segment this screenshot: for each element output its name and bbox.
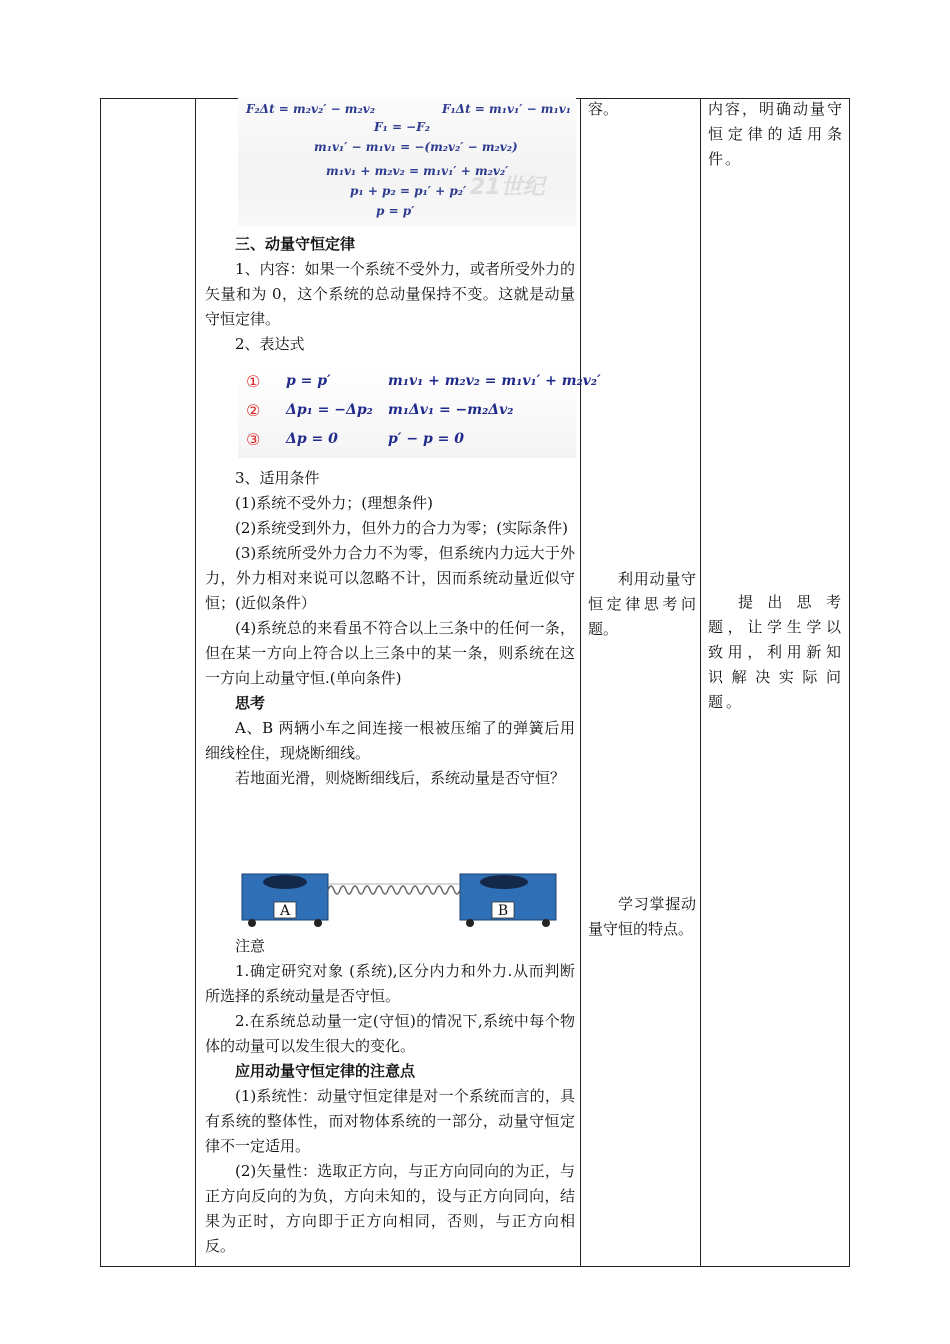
carts-spring-illustration	[240, 870, 560, 930]
wheel	[248, 919, 256, 927]
formula-line: F₁ = −F₂	[374, 120, 431, 134]
table-border-bottom	[100, 1266, 850, 1267]
condition-1: (1)系统不受外力；(理想条件)	[235, 494, 433, 512]
expression-label: 2、表达式	[235, 335, 305, 353]
design-intent-text: 内容，明确动量守恒定律的适用条件。	[708, 100, 845, 168]
expression-a: p = p′	[286, 373, 331, 389]
student-activity-text: 学习掌握动量守恒的特点。	[588, 895, 696, 938]
apply-point-1: (1)系统性：动量守恒定律是对一个系统而言的，具有系统的整体性，而对物体系统的一部分，动量守恒定律不一定适用。	[205, 1087, 575, 1155]
design-intent-top	[708, 97, 844, 172]
formula-line: p = p′	[376, 204, 415, 218]
condition-3: (3)系统所受外力合力不为零，但系统内力远大于外力，外力相对来说可以忽略不计，因而系统动量近似守恒；(近似条件）	[205, 544, 575, 612]
formula-line: m₁v₁ + m₂v₂ = m₁v₁′ + m₂v₂′	[326, 164, 509, 178]
table-divider-3	[700, 98, 701, 1267]
spring	[328, 884, 460, 894]
expression-formula-image	[238, 366, 601, 458]
watermark-logo: 21世纪	[470, 175, 545, 200]
table-divider-2	[580, 98, 581, 1267]
apply-heading: 应用动量守恒定律的注意点	[235, 1062, 416, 1080]
student-activity-top	[588, 97, 696, 122]
number-circle-3: ③	[246, 430, 261, 449]
number-circle-2: ②	[246, 401, 261, 420]
design-intent-text: 提出思考题，让学生学以致用，利用新知识解决实际问题。	[708, 593, 844, 711]
cart-a-hole	[263, 875, 307, 889]
expression-b: p′ − p = 0	[388, 431, 464, 447]
student-activity-mid	[588, 567, 696, 642]
table-border-left	[100, 98, 101, 1267]
student-activity-text: 容。	[588, 100, 619, 118]
section-heading: 三、动量守恒定律	[235, 235, 356, 253]
derivation-formula-image	[238, 98, 576, 226]
conditions-block	[205, 466, 575, 791]
student-activity-low	[588, 892, 696, 942]
table-divider-1	[195, 98, 196, 1267]
think-text-1: A、B 两辆小车之间连接一根被压缩了的弹簧后用细线栓住，现烧断细线。	[205, 719, 575, 762]
wheel	[542, 919, 550, 927]
expression-a: Δp₁ = −Δp₂	[286, 402, 373, 418]
cart-b-label: B	[497, 903, 509, 919]
apply-point-2: (2)矢量性：选取正方向，与正方向同向的为正，与正方向反向的为负，方向未知的，设与正方向同向，结果为正时，方向即于正方向相同，否则，与正方向相反。	[205, 1162, 575, 1255]
condition-4: (4)系统总的来看虽不符合以上三条中的任何一条，但在某一方向上符合以上三条中的某一条，则系统在这一方向上动量守恒.(单向条件)	[205, 619, 575, 687]
wheel	[314, 919, 322, 927]
think-heading: 思考	[235, 694, 266, 712]
expression-a: Δp = 0	[286, 431, 338, 447]
cart-a-label: A	[279, 903, 291, 919]
table-border-right	[849, 98, 850, 1267]
formula-line: F₂Δt = m₂v₂′ − m₂v₂	[246, 102, 375, 116]
wheel	[466, 919, 474, 927]
number-circle-1: ①	[246, 372, 261, 391]
notes-block	[205, 934, 575, 1259]
think-text-2: 若地面光滑，则烧断细线后，系统动量是否守恒？	[235, 769, 566, 787]
formula-line: m₁v₁′ − m₁v₁ = −(m₂v₂′ − m₂v₂)	[314, 140, 518, 154]
formula-line: F₁Δt = m₁v₁′ − m₁v₁	[442, 102, 571, 116]
expression-b: m₁Δv₁ = −m₂Δv₂	[388, 402, 514, 418]
student-activity-text: 利用动量守恒定律思考问题。	[588, 570, 696, 638]
condition-2: (2)系统受到外力，但外力的合力为零；(实际条件)	[235, 519, 568, 537]
note-2: 2.在系统总动量一定(守恒)的情况下,系统中每个物体的动量可以发生很大的变化。	[205, 1012, 575, 1055]
cart-b-hole	[480, 875, 528, 889]
conditions-label: 3、适用条件	[235, 469, 320, 487]
design-intent-mid	[708, 590, 844, 715]
notes-heading: 注意	[235, 937, 266, 955]
expression-b: m₁v₁ + m₂v₂ = m₁v₁′ + m₂v₂′	[388, 373, 601, 389]
formula-line: p₁ + p₂ = p₁′ + p₂′	[350, 184, 467, 198]
section3-block	[205, 232, 575, 357]
content-paragraph: 1、内容：如果一个系统不受外力，或者所受外力的矢量和为 0，这个系统的总动量保持不变。这就是动量守恒定律。	[205, 260, 575, 328]
note-1: 1.确定研究对象 (系统),区分内力和外力.从而判断所选择的系统动量是否守恒。	[205, 962, 575, 1005]
